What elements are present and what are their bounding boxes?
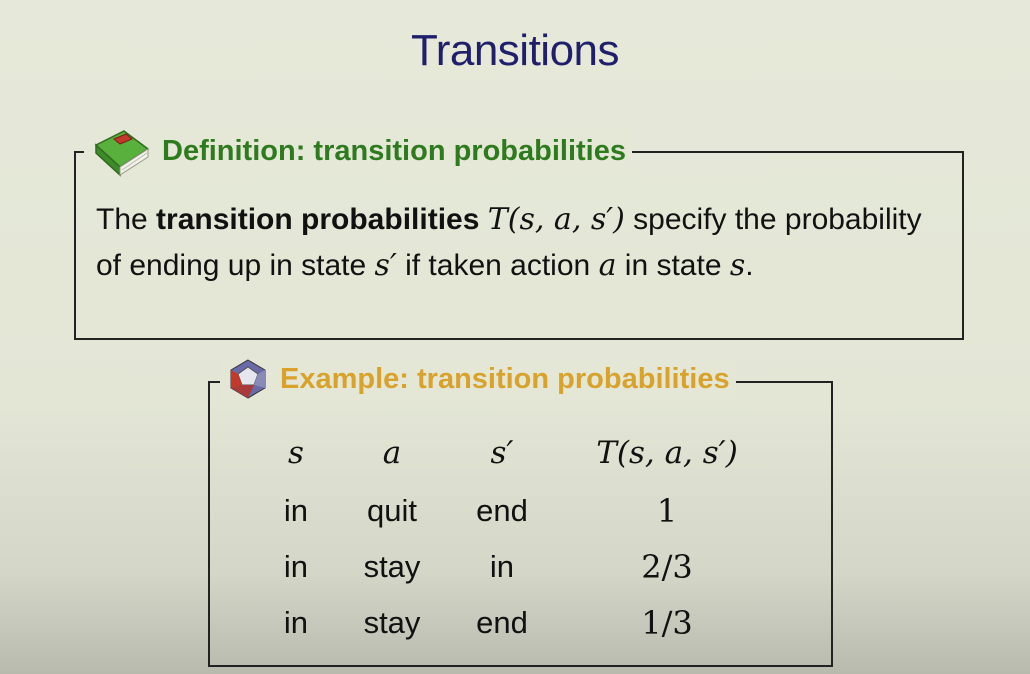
definition-var-s: s <box>729 248 746 283</box>
table-cell: quit <box>367 493 417 528</box>
table-cell: stay <box>363 549 421 584</box>
definition-term: transition probabilities <box>156 203 480 236</box>
table-cell: 1 <box>656 492 678 530</box>
table-cell: in <box>283 493 309 528</box>
table-cell: end <box>476 493 528 528</box>
dodecahedron-icon <box>226 357 270 401</box>
column-header: s′ <box>490 435 514 471</box>
table-cell: 2/3 <box>641 548 693 586</box>
definition-formula: T(s, a, s′) <box>487 202 625 237</box>
definition-header <box>84 125 632 177</box>
table-row <box>250 595 772 651</box>
example-box <box>208 362 833 667</box>
column-header: T(s, a, s′) <box>596 435 738 471</box>
table-cell: 1/3 <box>641 604 693 642</box>
definition-var-sprime: s′ <box>374 248 397 283</box>
definition-header-label: Definition: transition probabilities <box>162 134 626 167</box>
definition-text-part: specify the probability of ending up in state <box>96 203 922 282</box>
table-cell: in <box>489 549 515 584</box>
table-row <box>250 483 772 539</box>
definition-box <box>74 134 964 340</box>
table-cell: end <box>476 605 528 640</box>
definition-text <box>96 197 936 289</box>
table-cell: in <box>283 549 309 584</box>
definition-var-a: a <box>598 248 617 283</box>
definition-text-part: . <box>745 249 754 282</box>
table-row <box>250 539 772 595</box>
table-cell: stay <box>363 605 421 640</box>
definition-text-part: The <box>96 203 157 236</box>
definition-text-part: if taken action <box>396 249 599 282</box>
example-header-label: Example: transition probabilities <box>280 362 730 395</box>
book-icon <box>90 125 152 177</box>
table-cell: in <box>283 605 309 640</box>
example-header <box>220 357 736 401</box>
slide-title: Transitions <box>410 26 620 75</box>
table-header-row <box>250 423 772 483</box>
column-header: s <box>288 435 304 471</box>
transition-table <box>250 423 772 651</box>
column-header: a <box>382 435 402 471</box>
definition-text-part: in state <box>616 249 730 282</box>
